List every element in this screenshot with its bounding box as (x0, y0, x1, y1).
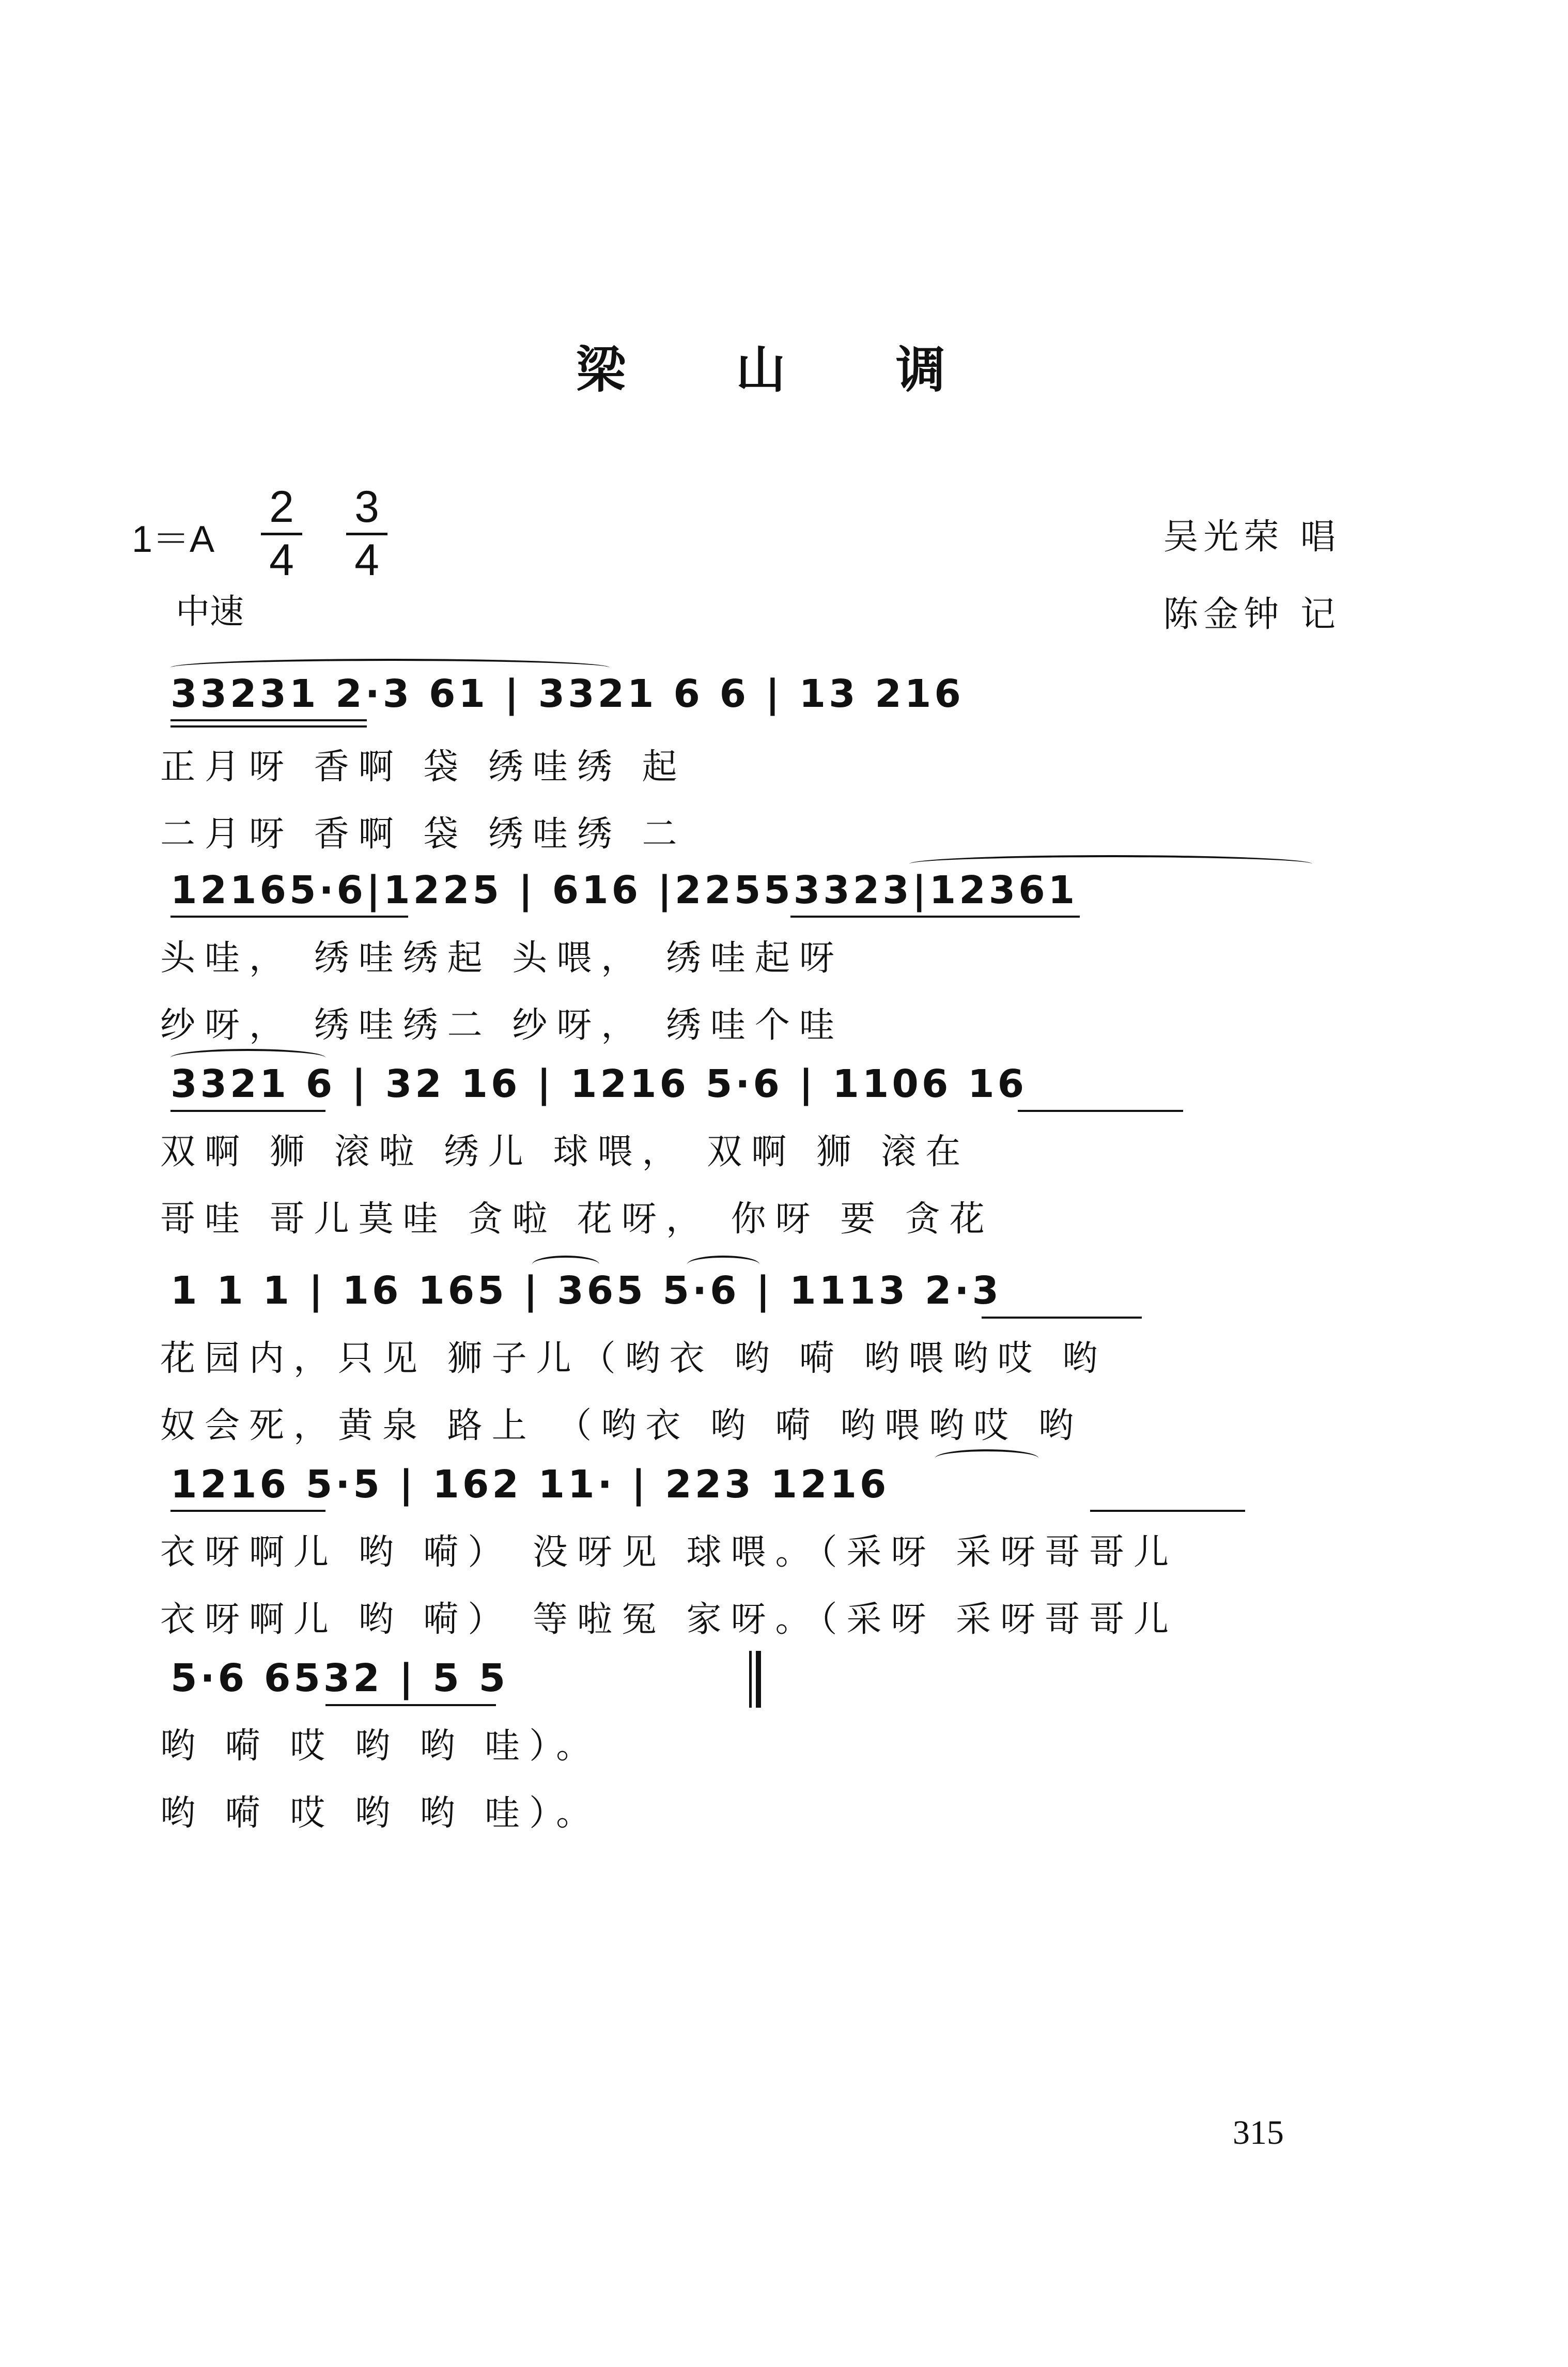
beam-line (1090, 1510, 1245, 1512)
singer-credit: 吴光荣 唱 (1163, 517, 1341, 558)
slur (687, 1256, 759, 1273)
beam-line (982, 1317, 1142, 1319)
lyric-line: 哟 嗬 哎 哟 哟 哇）。 (160, 1726, 601, 1767)
lyric-line: 二月呀 香啊 袋 绣哇绣 二 (160, 814, 687, 855)
time-sig-denominator: 4 (269, 535, 294, 585)
beam-line (170, 1110, 325, 1112)
notation-line: 12165·6|1225 | 616 |22553323|12361 (170, 868, 1078, 912)
beam-line (170, 1510, 325, 1512)
beam-line (170, 719, 367, 721)
slur (909, 855, 1312, 873)
slur (935, 1449, 1038, 1467)
time-sig-denominator: 4 (354, 535, 379, 585)
beam-line (325, 1704, 496, 1706)
lyric-line: 双啊 狮 滚啦 绣儿 球喂， 双啊 狮 滚在 (160, 1132, 970, 1172)
beam-line (790, 916, 1080, 918)
lyric-line: 花园内，只见 狮子儿（哟衣 哟 嗬 哟喂哟哎 哟 (160, 1338, 1107, 1379)
recorder-credit: 陈金钟 记 (1163, 594, 1341, 635)
final-barline (749, 1651, 759, 1708)
notation-line: 1216 5·5 | 162 11· | 223 1216 (170, 1462, 890, 1507)
notation-line: 33231 2·3 61 | 3321 6 6 | 13 216 (170, 672, 964, 716)
tempo-marking: 中速 (176, 592, 244, 631)
lyric-line: 正月呀 香啊 袋 绣哇绣 起 (160, 747, 687, 787)
lyric-line: 哟 嗬 哎 哟 哟 哇）。 (160, 1793, 601, 1834)
time-sig-numerator: 3 (346, 483, 387, 535)
song-title: 梁 山 调 (576, 341, 992, 399)
lyric-line: 头哇， 绣哇绣起 头喂， 绣哇起呀 (160, 938, 844, 979)
lyric-line: 衣呀啊儿 哟 嗬） 等啦冤 家呀。（采呀 采呀哥哥儿 (160, 1599, 1178, 1640)
beam-line (170, 725, 367, 728)
lyric-line: 衣呀啊儿 哟 嗬） 没呀见 球喂。（采呀 采呀哥哥儿 (160, 1532, 1178, 1573)
slur (532, 1256, 599, 1273)
notation-line: 3321 6 | 32 16 | 1216 5·6 | 1106 16 (170, 1062, 1028, 1106)
beam-line (1018, 1110, 1183, 1112)
time-signature-2-4 (261, 483, 302, 584)
slur (170, 1049, 325, 1066)
beam-line (170, 916, 408, 918)
lyric-line: 哥哇 哥儿莫哇 贪啦 花呀， 你呀 要 贪花 (160, 1199, 994, 1240)
slur (170, 659, 610, 676)
lyric-line: 奴会死，黄泉 路上 （哟衣 哟 嗬 哟喂哟哎 哟 (160, 1405, 1083, 1446)
time-sig-numerator: 2 (261, 483, 302, 535)
time-signature-3-4 (346, 483, 387, 584)
lyric-line: 纱呀， 绣哇绣二 纱呀， 绣哇个哇 (160, 1005, 844, 1046)
key-signature: 1＝A (132, 519, 215, 560)
notation-line: 5·6 6532 | 5 5 (170, 1656, 509, 1700)
notation-line: 1 1 1 | 16 165 | 365 5·6 | 1113 2·3 (170, 1268, 1002, 1313)
page-number: 315 (1233, 2114, 1284, 2152)
